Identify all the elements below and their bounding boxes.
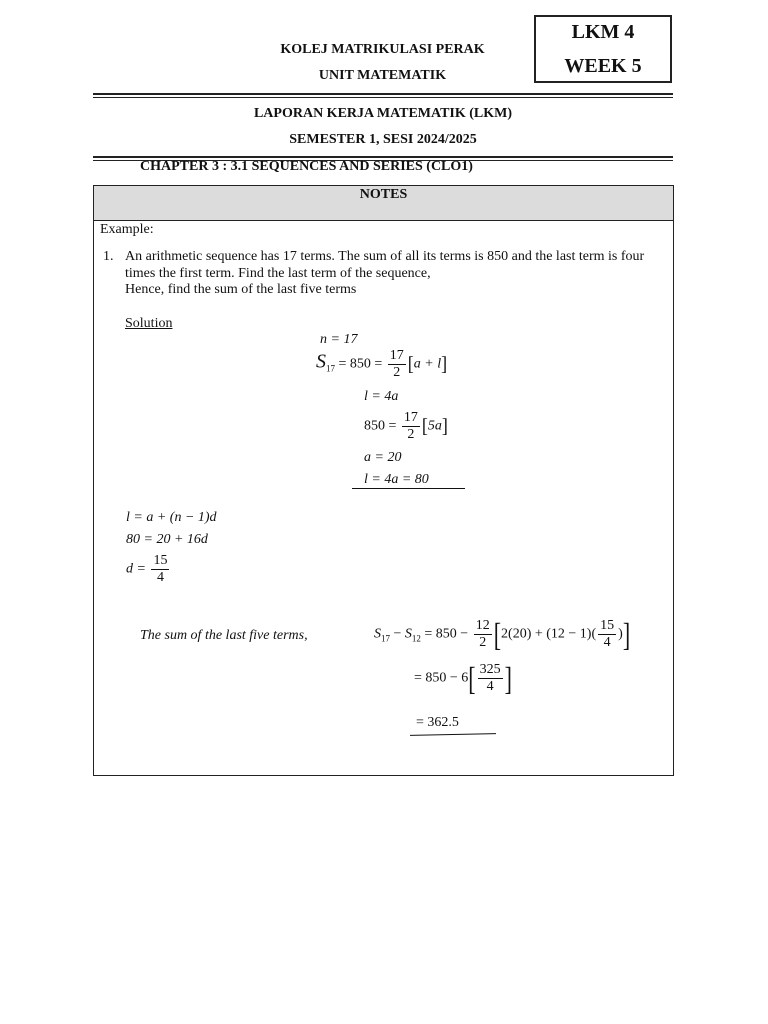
sum-inner-numerator: 15 [600, 618, 615, 633]
college-name: KOLEJ MATRIKULASI PERAK [280, 42, 485, 57]
sum-inner-denominator: 4 [603, 635, 611, 650]
eq-850-numerator: 17 [403, 410, 418, 425]
eq-850-lhs: 850 = [364, 418, 397, 434]
sum-sub-a: 17 [381, 633, 390, 644]
step2-denominator: 4 [486, 679, 494, 694]
d-numerator: 15 [153, 553, 168, 568]
sum-s-b: S [404, 626, 412, 642]
question-number: 1. [103, 249, 114, 264]
header-divider-thick [93, 93, 673, 95]
title-divider-thick [93, 156, 673, 158]
s17-symbol: S [316, 350, 326, 373]
header-divider-thin [93, 97, 673, 98]
d-lhs: d = [126, 561, 146, 577]
s17-equation: $S_{17} = 850$ = $\frac{17}{2}$ [a + l] [316, 348, 448, 380]
s17-equals: = 850 = [338, 356, 383, 372]
sum-minus: − [393, 626, 402, 642]
s17-denominator: 2 [393, 365, 401, 380]
sum-inner-fraction [598, 618, 616, 651]
sum-numerator: 12 [475, 618, 490, 633]
s17-bracket-content: a + l [413, 356, 442, 372]
eq-80: 80 = 20 + 16d [126, 532, 208, 547]
s17-subscript: 17 [326, 363, 335, 374]
notes-heading: NOTES [359, 187, 408, 202]
l-equals-4a: l = 4a [364, 389, 399, 404]
step2-numerator: 325 [479, 662, 501, 677]
question-line-1: An arithmetic sequence has 17 terms. The sum of all its terms is 850 and the last term is four times the first term. Find the last term of the sequence, [125, 249, 645, 281]
n-equation: n = 17 [320, 332, 358, 347]
d-equation [126, 553, 171, 586]
a-equals-20: a = 20 [364, 450, 402, 465]
sum-equation: $S_{17} - S_{12} = 850$ − $\frac{12}{2}$ [2(20) + (12 − 1)( $\frac{15}{4}$ )] [374, 615, 631, 653]
answer-underline-1 [352, 488, 465, 489]
step2-equation: = 850 − 6[ $\frac{325}{4}$ ] [414, 659, 512, 697]
eq-850-bracket-content: 5a [427, 418, 442, 434]
semester-title: SEMESTER 1, SESI 2024/2025 [289, 132, 477, 147]
s17-numerator: 17 [389, 348, 404, 363]
sum-sub-b: 12 [411, 633, 421, 644]
week-number: WEEK 5 [564, 55, 642, 77]
example-label: Example: [100, 222, 154, 237]
final-answer: = 362.5 [416, 715, 459, 730]
sum-s-a: S [374, 626, 381, 642]
chapter-heading: CHAPTER 3 : 3.1 SEQUENCES AND SERIES (CLO1) [140, 159, 473, 174]
question-text [125, 249, 665, 299]
sum-label: The sum of the last five terms, [140, 628, 308, 643]
unit-name: UNIT MATEMATIK [318, 68, 447, 83]
sum-fraction [474, 618, 492, 651]
lkm-number: LKM 4 [571, 21, 635, 43]
eq-850-fraction [402, 410, 420, 443]
solution-label: Solution [125, 316, 173, 331]
d-fraction [151, 553, 169, 586]
step2-lhs: = 850 − 6 [414, 670, 469, 686]
lkm-week-box [534, 15, 672, 83]
eq-850-denominator: 2 [407, 427, 415, 442]
s17-fraction [388, 348, 406, 381]
report-title: LAPORAN KERJA MATEMATIK (LKM) [253, 106, 513, 121]
notes-header [94, 186, 673, 221]
sum-inner: 2(20) + (12 − 1)( [501, 626, 597, 642]
eq-850: 850 = $\frac{17}{2}$ [5a] [364, 410, 448, 442]
sum-equals: = 850 − [424, 626, 469, 642]
sum-denominator: 2 [479, 635, 487, 650]
sum-inner-close: ) [618, 626, 623, 642]
general-term-equation: l = a + (n − 1)d [126, 510, 217, 525]
question-line-2: Hence, find the sum of the last five terms [125, 282, 357, 297]
l-result: l = 4a = 80 [364, 472, 429, 487]
d-denominator: 4 [156, 570, 164, 585]
step2-fraction [478, 662, 503, 695]
